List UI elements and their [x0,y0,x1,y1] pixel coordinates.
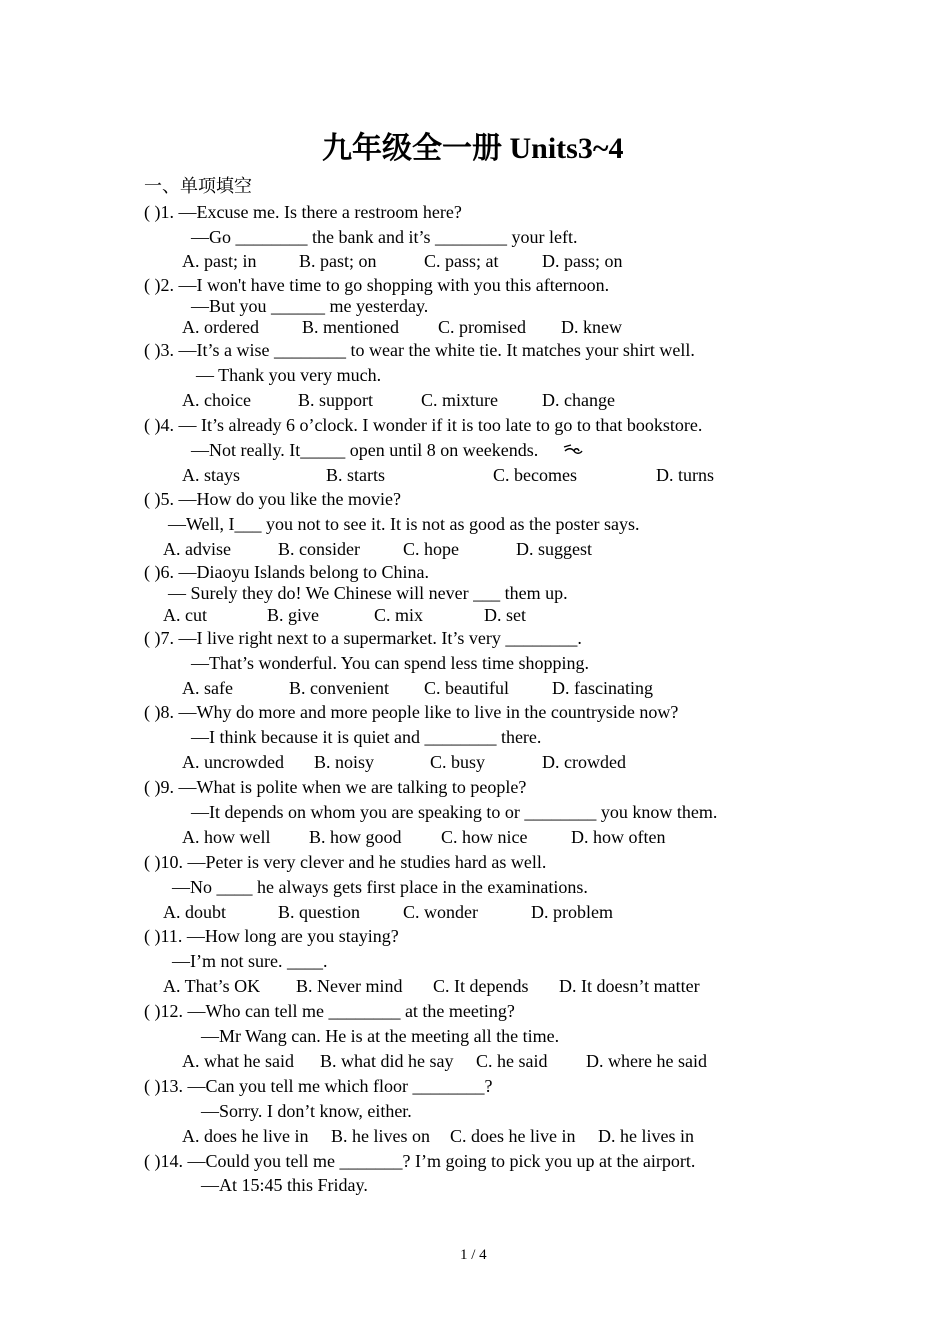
option: B. consider [278,539,360,559]
question-reply: —I’m not sure. ____. [172,951,328,971]
option: B. noisy [314,752,375,772]
question-stem: ( )8. —Why do more and more people like to live in the countryside now? [144,702,679,722]
question-reply: —At 15:45 this Friday. [201,1175,368,1195]
question-reply: —Mr Wang can. He is at the meeting all the time. [201,1026,560,1046]
option: B. mentioned [302,317,399,337]
question-stem: ( )4. — It’s already 6 o’clock. I wonder if it is too late to go to that bookstore. [144,415,703,435]
option: C. he said [476,1051,548,1071]
option: A. doubt [163,902,226,922]
option: C. mixture [421,390,498,410]
option: B. convenient [289,678,389,698]
option: D. fascinating [552,678,653,698]
option: C. hope [403,539,459,559]
option: B. starts [326,465,386,485]
option: C. how nice [441,827,528,847]
option: B. support [298,390,374,410]
option: D. where he said [586,1051,707,1071]
question-reply: —Well, I___ you not to see it. It is not as good as the poster says. [168,514,640,534]
question-reply: —I think because it is quiet and ________ there. [191,727,542,747]
option: A. advise [163,539,231,559]
option: C. becomes [493,465,577,485]
option: D. he lives in [598,1126,694,1146]
option: A. past; in [182,251,257,271]
option: A. That’s OK [163,976,261,996]
question-reply: — Surely they do! We Chinese will never ___ them up. [168,583,568,603]
question-stem: ( )12. —Who can tell me ________ at the meeting? [144,1001,515,1021]
question-reply: —Go ________ the bank and it’s ________ your left. [191,227,578,247]
option: C. beautiful [424,678,509,698]
option: A. does he live in [182,1126,309,1146]
option: D. It doesn’t matter [559,976,700,996]
question-reply: —Not really. It_____ open until 8 on weekends. [191,440,539,460]
question-reply: —Sorry. I don’t know, either. [201,1101,412,1121]
option: D. how often [571,827,666,847]
option: D. problem [531,902,613,922]
question-stem: ( )9. —What is polite when we are talking to people? [144,777,527,797]
option: A. stays [182,465,240,485]
option: A. safe [182,678,233,698]
option: A. what he said [182,1051,294,1071]
page-title: 九年级全一册 Units3~4 [322,132,624,165]
question-stem: ( )3. —It’s a wise ________ to wear the white tie. It matches your shirt well. [144,340,695,360]
question-stem: ( )1. —Excuse me. Is there a restroom here? [144,202,462,222]
page-number: 1 / 4 [460,1247,487,1263]
option: B. what did he say [320,1051,454,1071]
option: B. question [278,902,361,922]
option: C. does he live in [450,1126,576,1146]
question-stem: ( )11. —How long are you staying? [144,926,399,946]
option: C. promised [438,317,526,337]
option: A. uncrowded [182,752,284,772]
option: A. ordered [182,317,259,337]
option: C. It depends [433,976,529,996]
option: D. set [484,605,526,625]
option: B. give [267,605,319,625]
question-reply: —It depends on whom you are speaking to or ________ you know them. [191,802,718,822]
option: C. pass; at [424,251,499,271]
question-stem: ( )2. —I won't have time to go shopping with you this afternoon. [144,275,610,295]
option: D. crowded [542,752,626,772]
option: D. pass; on [542,251,623,271]
option: D. change [542,390,615,410]
question-stem: ( )5. —How do you like the movie? [144,489,401,509]
option: C. mix [374,605,424,625]
question-reply: —No ____ he always gets first place in the examinations. [172,877,588,897]
question-reply: —But you ______ me yesterday. [191,296,429,316]
question-reply: — Thank you very much. [196,365,382,385]
option: A. cut [163,605,207,625]
question-stem: ( )6. —Diaoyu Islands belong to China. [144,562,429,582]
option: A. how well [182,827,271,847]
question-stem: ( )14. —Could you tell me _______? I’m going to pick you up at the airport. [144,1151,696,1171]
option: C. busy [430,752,486,772]
question-stem: ( )7. —I live right next to a supermarket. It’s very ________. [144,628,582,648]
question-stem: ( )13. —Can you tell me which floor ________? [144,1076,493,1096]
option: B. Never mind [296,976,403,996]
question-reply: —That’s wonderful. You can spend less time shopping. [191,653,589,673]
option: D. suggest [516,539,592,559]
option: D. knew [561,317,622,337]
option: D. turns [656,465,714,485]
section-heading: 一、单项填空 [144,176,252,196]
option: A. choice [182,390,251,410]
option: B. how good [309,827,402,847]
option: C. wonder [403,902,478,922]
option: B. he lives on [331,1126,430,1146]
scribble-mark-icon [562,442,584,458]
question-stem: ( )10. —Peter is very clever and he studies hard as well. [144,852,547,872]
option: B. past; on [299,251,377,271]
